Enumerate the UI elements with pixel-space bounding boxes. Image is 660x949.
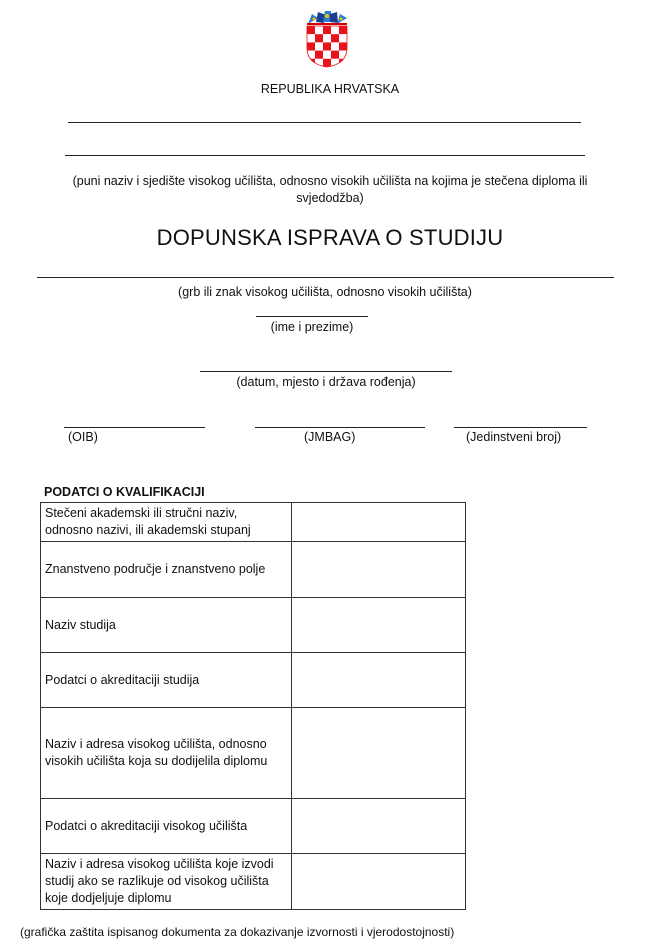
row-value-field[interactable] (292, 598, 466, 653)
oib-line (64, 427, 205, 428)
institution-line-1 (68, 122, 581, 123)
table-row (41, 542, 466, 598)
table-row (41, 598, 466, 653)
row-value-field[interactable] (292, 653, 466, 708)
unique-number-line (454, 427, 587, 428)
coat-of-arms-icon (304, 10, 350, 68)
name-caption: (ime i prezime) (270, 320, 354, 334)
row-label: Stečeni akademski ili stručni naziv, odnosno nazivi, ili akademski stupanj (41, 503, 292, 542)
emblem-caption: (grb ili znak visokog učilišta, odnosno visokih učilišta) (178, 285, 472, 299)
qualification-heading: PODATCI O KVALIFIKACIJI (44, 485, 205, 499)
row-value-field[interactable] (292, 854, 466, 910)
table-row (41, 799, 466, 854)
document-title: DOPUNSKA ISPRAVA O STUDIJU (156, 225, 504, 250)
row-label: Podatci o akreditaciji visokog učilišta (41, 799, 292, 854)
name-line (256, 316, 368, 317)
birth-line (200, 371, 452, 372)
footer-note: (grafička zaštita ispisanog dokumenta za dokazivanje izvornosti i vjerodostojnosti) (20, 925, 455, 939)
qualification-table (40, 502, 466, 910)
jmbag-caption: (JMBAG) (304, 430, 356, 444)
row-label: Podatci o akreditaciji studija (41, 653, 292, 708)
table-row (41, 708, 466, 799)
jmbag-line (255, 427, 425, 428)
row-label: Znanstveno područje i znanstveno polje (41, 542, 292, 598)
oib-caption: (OIB) (68, 430, 98, 444)
emblem-line (37, 277, 614, 278)
row-value-field[interactable] (292, 503, 466, 542)
table-row (41, 854, 466, 910)
table-row (41, 503, 466, 542)
row-value-field[interactable] (292, 708, 466, 799)
row-label: Naziv studija (41, 598, 292, 653)
row-value-field[interactable] (292, 542, 466, 598)
institution-caption: (puni naziv i sjedište visokog učilišta, odnosno visokih učilišta na kojima je stečena diploma ili svjedodžba) (72, 174, 588, 205)
row-value-field[interactable] (292, 799, 466, 854)
institution-line-2 (65, 155, 585, 156)
country-name: REPUBLIKA HRVATSKA (260, 82, 400, 96)
table-row (41, 653, 466, 708)
unique-number-caption: (Jedinstveni broj) (466, 430, 562, 444)
birth-caption: (datum, mjesto i država rođenja) (236, 375, 416, 389)
row-label: Naziv i adresa visokog učilišta koje izvodi studij ako se razlikuje od visokog učilišta koje dodjeljuje diplomu (41, 854, 292, 910)
row-label: Naziv i adresa visokog učilišta, odnosno visokih učilišta koja su dodijelila diplomu (41, 708, 292, 799)
